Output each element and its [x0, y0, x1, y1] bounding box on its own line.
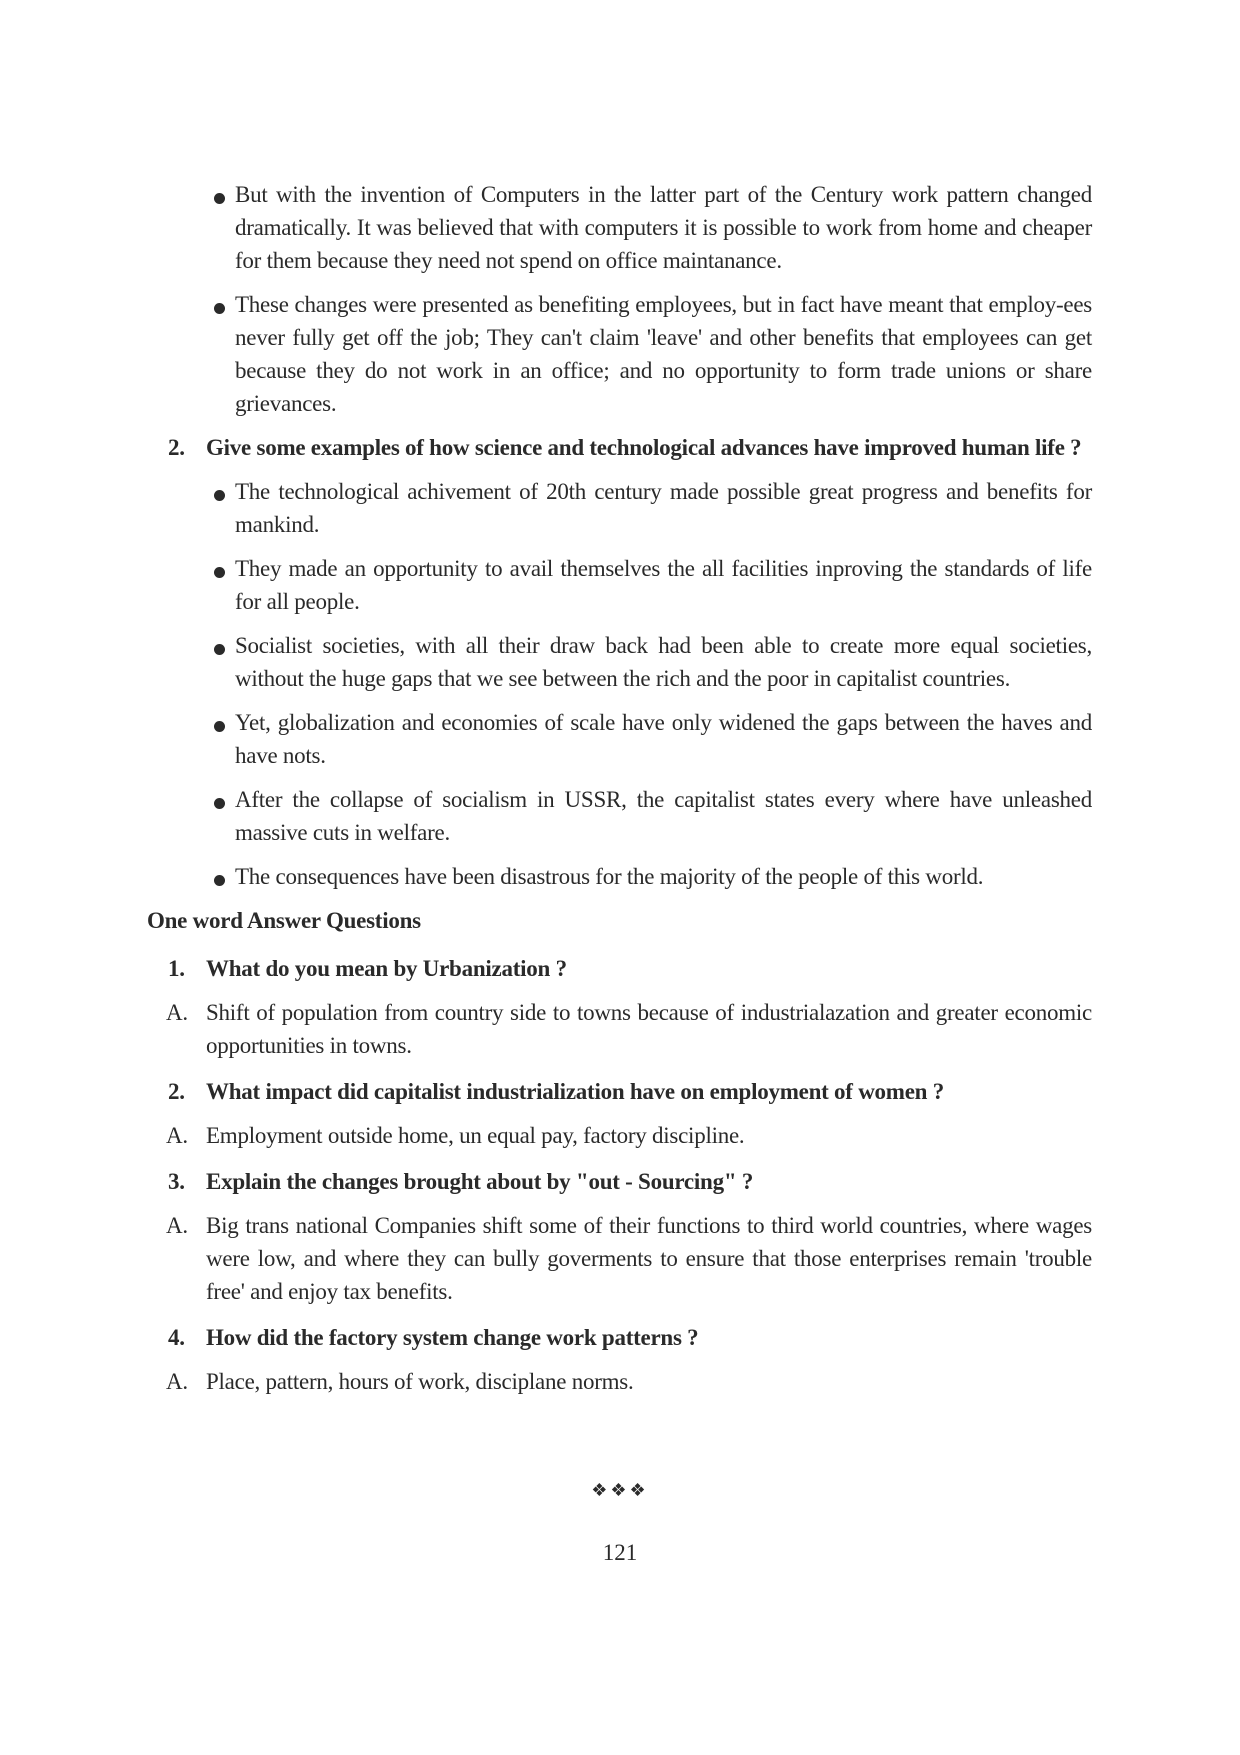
bullet-item: [147, 783, 1092, 849]
question-number: 4.: [168, 1325, 185, 1350]
bullet-text: Yet, globalization and economies of scale have only widened the gaps between the haves and have nots.: [235, 710, 1092, 768]
bullet-icon: [214, 875, 225, 886]
bullet-item: [147, 552, 1092, 618]
section-heading: One word Answer Questions: [147, 908, 421, 933]
answer-text: Place, pattern, hours of work, disciplane norms.: [206, 1369, 634, 1394]
page-number: 121: [602, 1540, 638, 1565]
question-number: 2.: [168, 1079, 185, 1104]
intro-bullet-list: [147, 178, 1092, 420]
bullet-icon: [214, 193, 225, 204]
one-word-answer-3: [147, 1209, 1092, 1308]
bullet-text: The consequences have been disastrous for the majority of the people of this world.: [235, 864, 984, 889]
bullet-icon: [214, 490, 225, 501]
question-text: Explain the changes brought about by "out - Sourcing" ?: [206, 1169, 754, 1194]
one-word-question-3: [147, 1165, 1092, 1198]
one-word-answer-4: [147, 1365, 1092, 1398]
answer-label: A.: [166, 1123, 188, 1148]
question-number: 3.: [168, 1169, 185, 1194]
question-text: What impact did capitalist industrialization have on employment of women ?: [206, 1079, 944, 1104]
bullet-text: After the collapse of socialism in USSR, the capitalist states every where have unleashed massive cuts in welfare.: [235, 787, 1092, 845]
bullet-icon: [214, 798, 225, 809]
one-word-question-1: [147, 952, 1092, 985]
answer-text: Employment outside home, un equal pay, factory discipline.: [206, 1123, 745, 1148]
bullet-text: Socialist societies, with all their draw back had been able to create more equal societies, without the huge gaps that we see between the rich and the poor in capitalist countries.: [235, 633, 1092, 691]
bullet-text: But with the invention of Computers in the latter part of the Century work pattern changed dramatically. It was believed that with computers it is possible to work from home and cheaper for them because they need not spend on office maintanance.: [235, 182, 1092, 273]
question-2: [147, 431, 1092, 464]
bullet-icon: [214, 567, 225, 578]
bullet-icon: [214, 721, 225, 732]
answer-label: A.: [166, 1000, 188, 1025]
question-text: How did the factory system change work patterns ?: [206, 1325, 699, 1350]
bullet-item: [147, 706, 1092, 772]
one-word-answer-1: [147, 996, 1092, 1062]
question-text: What do you mean by Urbanization ?: [206, 956, 567, 981]
bullet-text: These changes were presented as benefiting employees, but in fact have meant that employ-ees never fully get off the job; They can't claim 'leave' and other benefits that employees can get because they do not work in an office; and no opportunity to form trade unions or share grievances.: [235, 292, 1092, 416]
bullet-item: [147, 288, 1092, 420]
question-number: 2.: [168, 435, 185, 460]
answer-label: A.: [166, 1369, 188, 1394]
one-word-answer-2: [147, 1119, 1092, 1152]
question-number: 1.: [168, 956, 185, 981]
answer-text: Big trans national Companies shift some of their functions to third world countries, where wages were low, and where they can bully goverments to ensure that those enterprises remain 'trouble free' and enjoy tax benefits.: [206, 1213, 1092, 1304]
question-2-bullet-list: [147, 475, 1092, 893]
bullet-icon: [214, 303, 225, 314]
bullet-text: The technological achivement of 20th century made possible great progress and benefits for mankind.: [235, 479, 1092, 537]
question-text: Give some examples of how science and technological advances have improved human life ?: [206, 435, 1082, 460]
one-word-question-4: [147, 1321, 1092, 1354]
bullet-item: [147, 860, 1092, 893]
answer-label: A.: [166, 1213, 188, 1238]
page-content: [147, 178, 1092, 1411]
bullet-icon: [214, 644, 225, 655]
bullet-text: They made an opportunity to avail themselves the all facilities inproving the standards of life for all people.: [235, 556, 1092, 614]
bullet-item: [147, 629, 1092, 695]
answer-text: Shift of population from country side to towns because of industrialazation and greater economic opportunities in towns.: [206, 1000, 1092, 1058]
one-word-question-2: [147, 1075, 1092, 1108]
bullet-item: [147, 178, 1092, 277]
section-end-ornament: ❖❖❖: [591, 1480, 649, 1500]
bullet-item: [147, 475, 1092, 541]
